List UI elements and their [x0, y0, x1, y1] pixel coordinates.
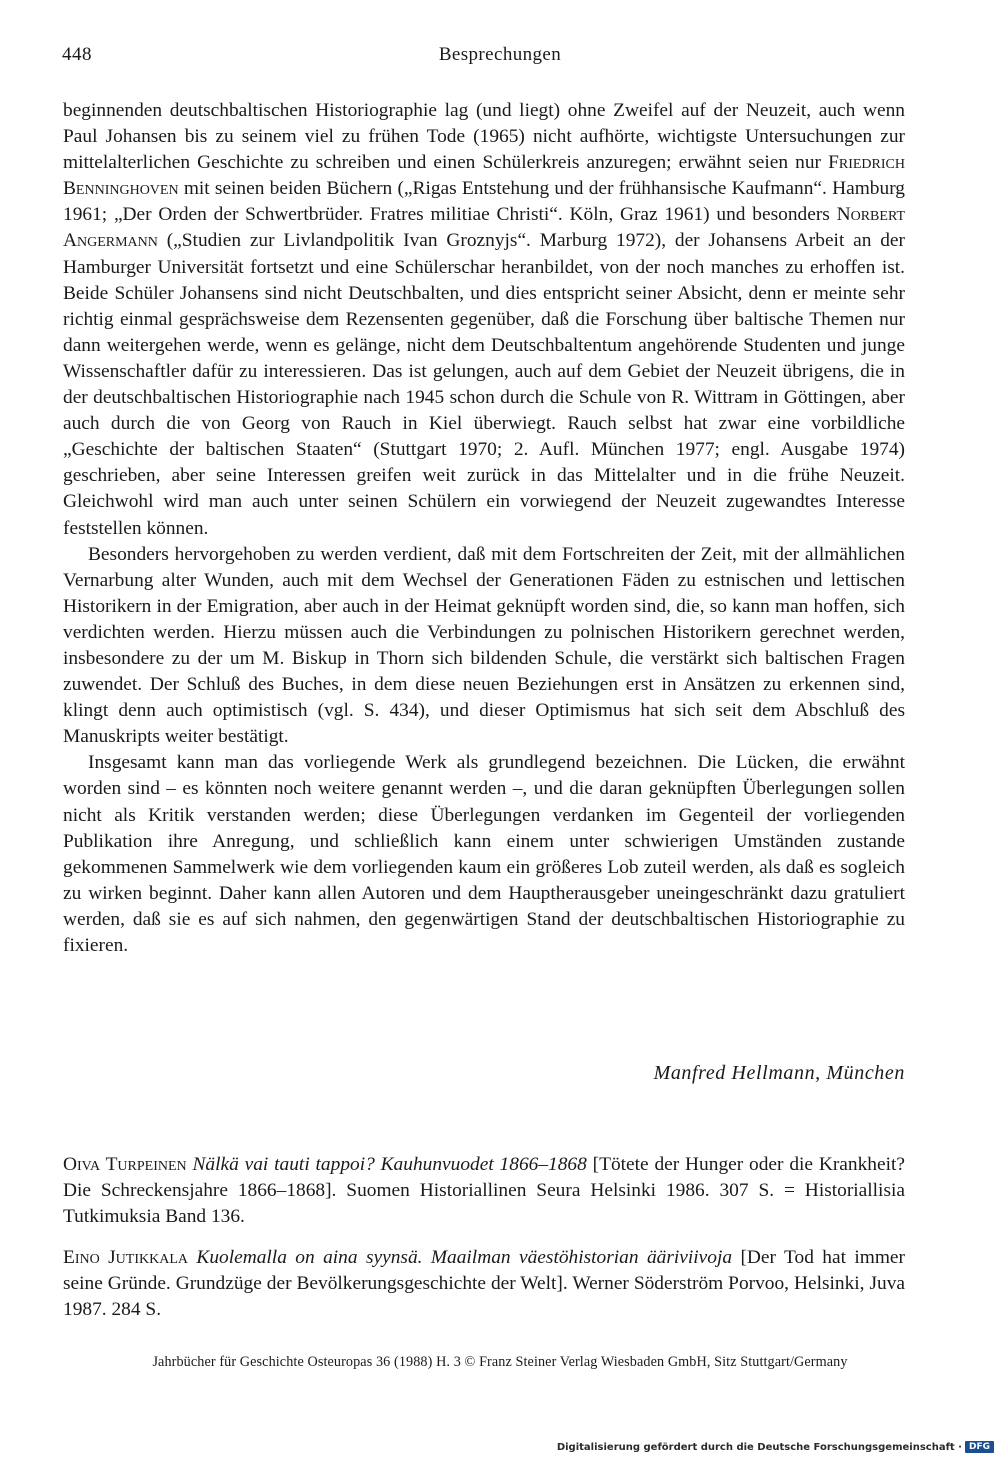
bib-details: [Der Tod hat immer seine Gründe. Grundzüge der Bevölkerungsgeschichte der Welt]. Werner Söderström Porvoo, Helsinki, Juva 1987. 284 S.	[63, 1247, 905, 1320]
journal-footer: Jahrbücher für Geschichte Osteuropas 36 (1988) H. 3 © Franz Steiner Verlag Wiesbaden GmbH, Sitz Stuttgart/Germany	[152, 1354, 848, 1370]
bib-details: [Tötete der Hunger oder die Krankheit? Die Schreckensjahre 1866–1868]. Suomen Historiallinen Seura Helsinki 1986. 307 S. = Historiallisia Tutkimuksia Band 136.	[63, 1154, 905, 1227]
dfg-notice	[557, 1441, 994, 1453]
paragraph-1	[63, 98, 905, 542]
bib-title: Nälkä vai tauti tappoi? Kauhunvuodet 1866–1868	[192, 1154, 587, 1175]
bibliography-entry	[63, 1152, 905, 1230]
author-name-angermann: Norbert Angermann	[63, 204, 905, 252]
paragraph-1-middle: mit seinen beiden Büchern („Rigas Entstehung und der frühhansische Kaufmann“. Hamburg 1961; „Der Orden der Schwertbrüder. Fratres militiae Christi“. Köln, Graz 1961) und besonders	[63, 178, 905, 226]
reviewer-signature: Manfred Hellmann, München	[653, 1062, 905, 1084]
paragraph-3: Insgesamt kann man das vorliegende Werk als grundlegend bezeichnen. Die Lücken, die erwähnt worden sind – es könnten noch weitere genannt werden –, und die daran geknüpften Überlegungen sollen nicht als Kritik verstanden werden; diese Überlegungen verdanken im Gegenteil der vorliegenden Publikation ihre Anregung, und schließlich kann einem unter schwierigen Umständen zustande gekommenen Sammelwerk wie dem vorliegenden kaum ein größeres Lob zuteil werden, als daß es sogleich zu wirken beginnt. Daher kann allen Autoren und dem Hauptherausgeber uneingeschränkt dazu gratuliert werden, daß sie es auf sich nahmen, den gegenwärtigen Stand der deutschbaltischen Historiographie zu fixieren.	[63, 752, 905, 956]
paragraph-2: Besonders hervorgehoben zu werden verdient, daß mit dem Fortschreiten der Zeit, mit der allmählichen Vernarbung alter Wunden, auch mit dem Wechsel der Generationen Fäden zu estnischen und lettischen Historikern in der Emigration, aber auch in der Heimat geknüpft worden sind, die, so kann man hoffen, sich verdichten werden. Hierzu müssen auch die Verbindungen zu polnischen Historikern gerechnet werden, insbesondere zu der um M. Biskup in Thorn sich bildenden Schule, die verstärkt sich baltischen Fragen zuwendet. Der Schluß des Buches, in dem diese neuen Beziehungen erst in Ansätzen zu erkennen sind, klingt denn auch optimistisch (vgl. S. 434), und dieser Optimismus hat sich seit dem Abschluß des Manuskripts weiter bestätigt.	[63, 543, 905, 748]
bib-author: Eino Jutikkala	[63, 1247, 188, 1268]
bib-author: Oiva Turpeinen	[63, 1154, 187, 1175]
bibliography-entry	[63, 1245, 905, 1323]
paragraph-1-end: („Studien zur Livlandpolitik Ivan Groznyjs“. Marburg 1972), der Johansens Arbeit an der Hamburger Universität fortsetzt und eine Schülerschar heranbildet, von der noch manches zu erhoffen ist. Beide Schüler Johansens sind nicht Deutschbalten, und dies entspricht seiner Absicht, denn er meinte sehr richtig einmal gesprächsweise dem Rezensenten gegenüber, daß die Forschung über baltische Themen nur dann weitergehen werde, wenn es gelänge, nicht dem Deutschbaltentum angehörende Studenten und junge Wissenschaftler dafür zu interessieren. Das ist gelungen, auch auf dem Gebiet der Neuzeit übrigens, die in der deutschbaltischen Historiographie nach 1945 schon durch die Schule von R. Wittram in Göttingen, aber auch durch die von Georg von Rauch in Kiel überwiegt. Rauch selbst hat zwar eine vorbildliche „Geschichte der baltischen Staaten“ (Stuttgart 1970; 2. Aufl. München 1977; engl. Ausgabe 1974) geschrieben, aber seine Interessen greifen weit zurück in das Mittelalter und in die frühe Neuzeit. Gleichwohl wird man auch unter seinen Schülern ein vorwiegend der Neuzeit zugewandtes Interesse feststellen können.	[63, 230, 905, 539]
bib-title: Kuolemalla on aina syynsä. Maailman väestöhistorian ääriviivoja	[196, 1247, 733, 1268]
dfg-logo-icon: DFG	[965, 1441, 994, 1453]
author-name-benninghoven: Friedrich Benninghoven	[63, 152, 905, 200]
page-number: 448	[62, 44, 92, 65]
running-head: Besprechungen	[438, 44, 562, 65]
review-body	[63, 98, 905, 959]
paragraph-1-start: beginnenden deutschbaltischen Historiographie lag (und liegt) ohne Zweifel auf der Neuzeit, auch wenn Paul Johansen bis zu seinem viel zu frühen Tode (1965) nicht aufhörte, wichtigste Untersuchungen zur mittelalterlichen Geschichte zu schreiben und einen Schülerkreis anzuregen; erwähnt seien nur	[63, 100, 905, 174]
dfg-notice-text: Digitalisierung gefördert durch die Deutsche Forschungsgemeinschaft ·	[556, 1441, 962, 1453]
